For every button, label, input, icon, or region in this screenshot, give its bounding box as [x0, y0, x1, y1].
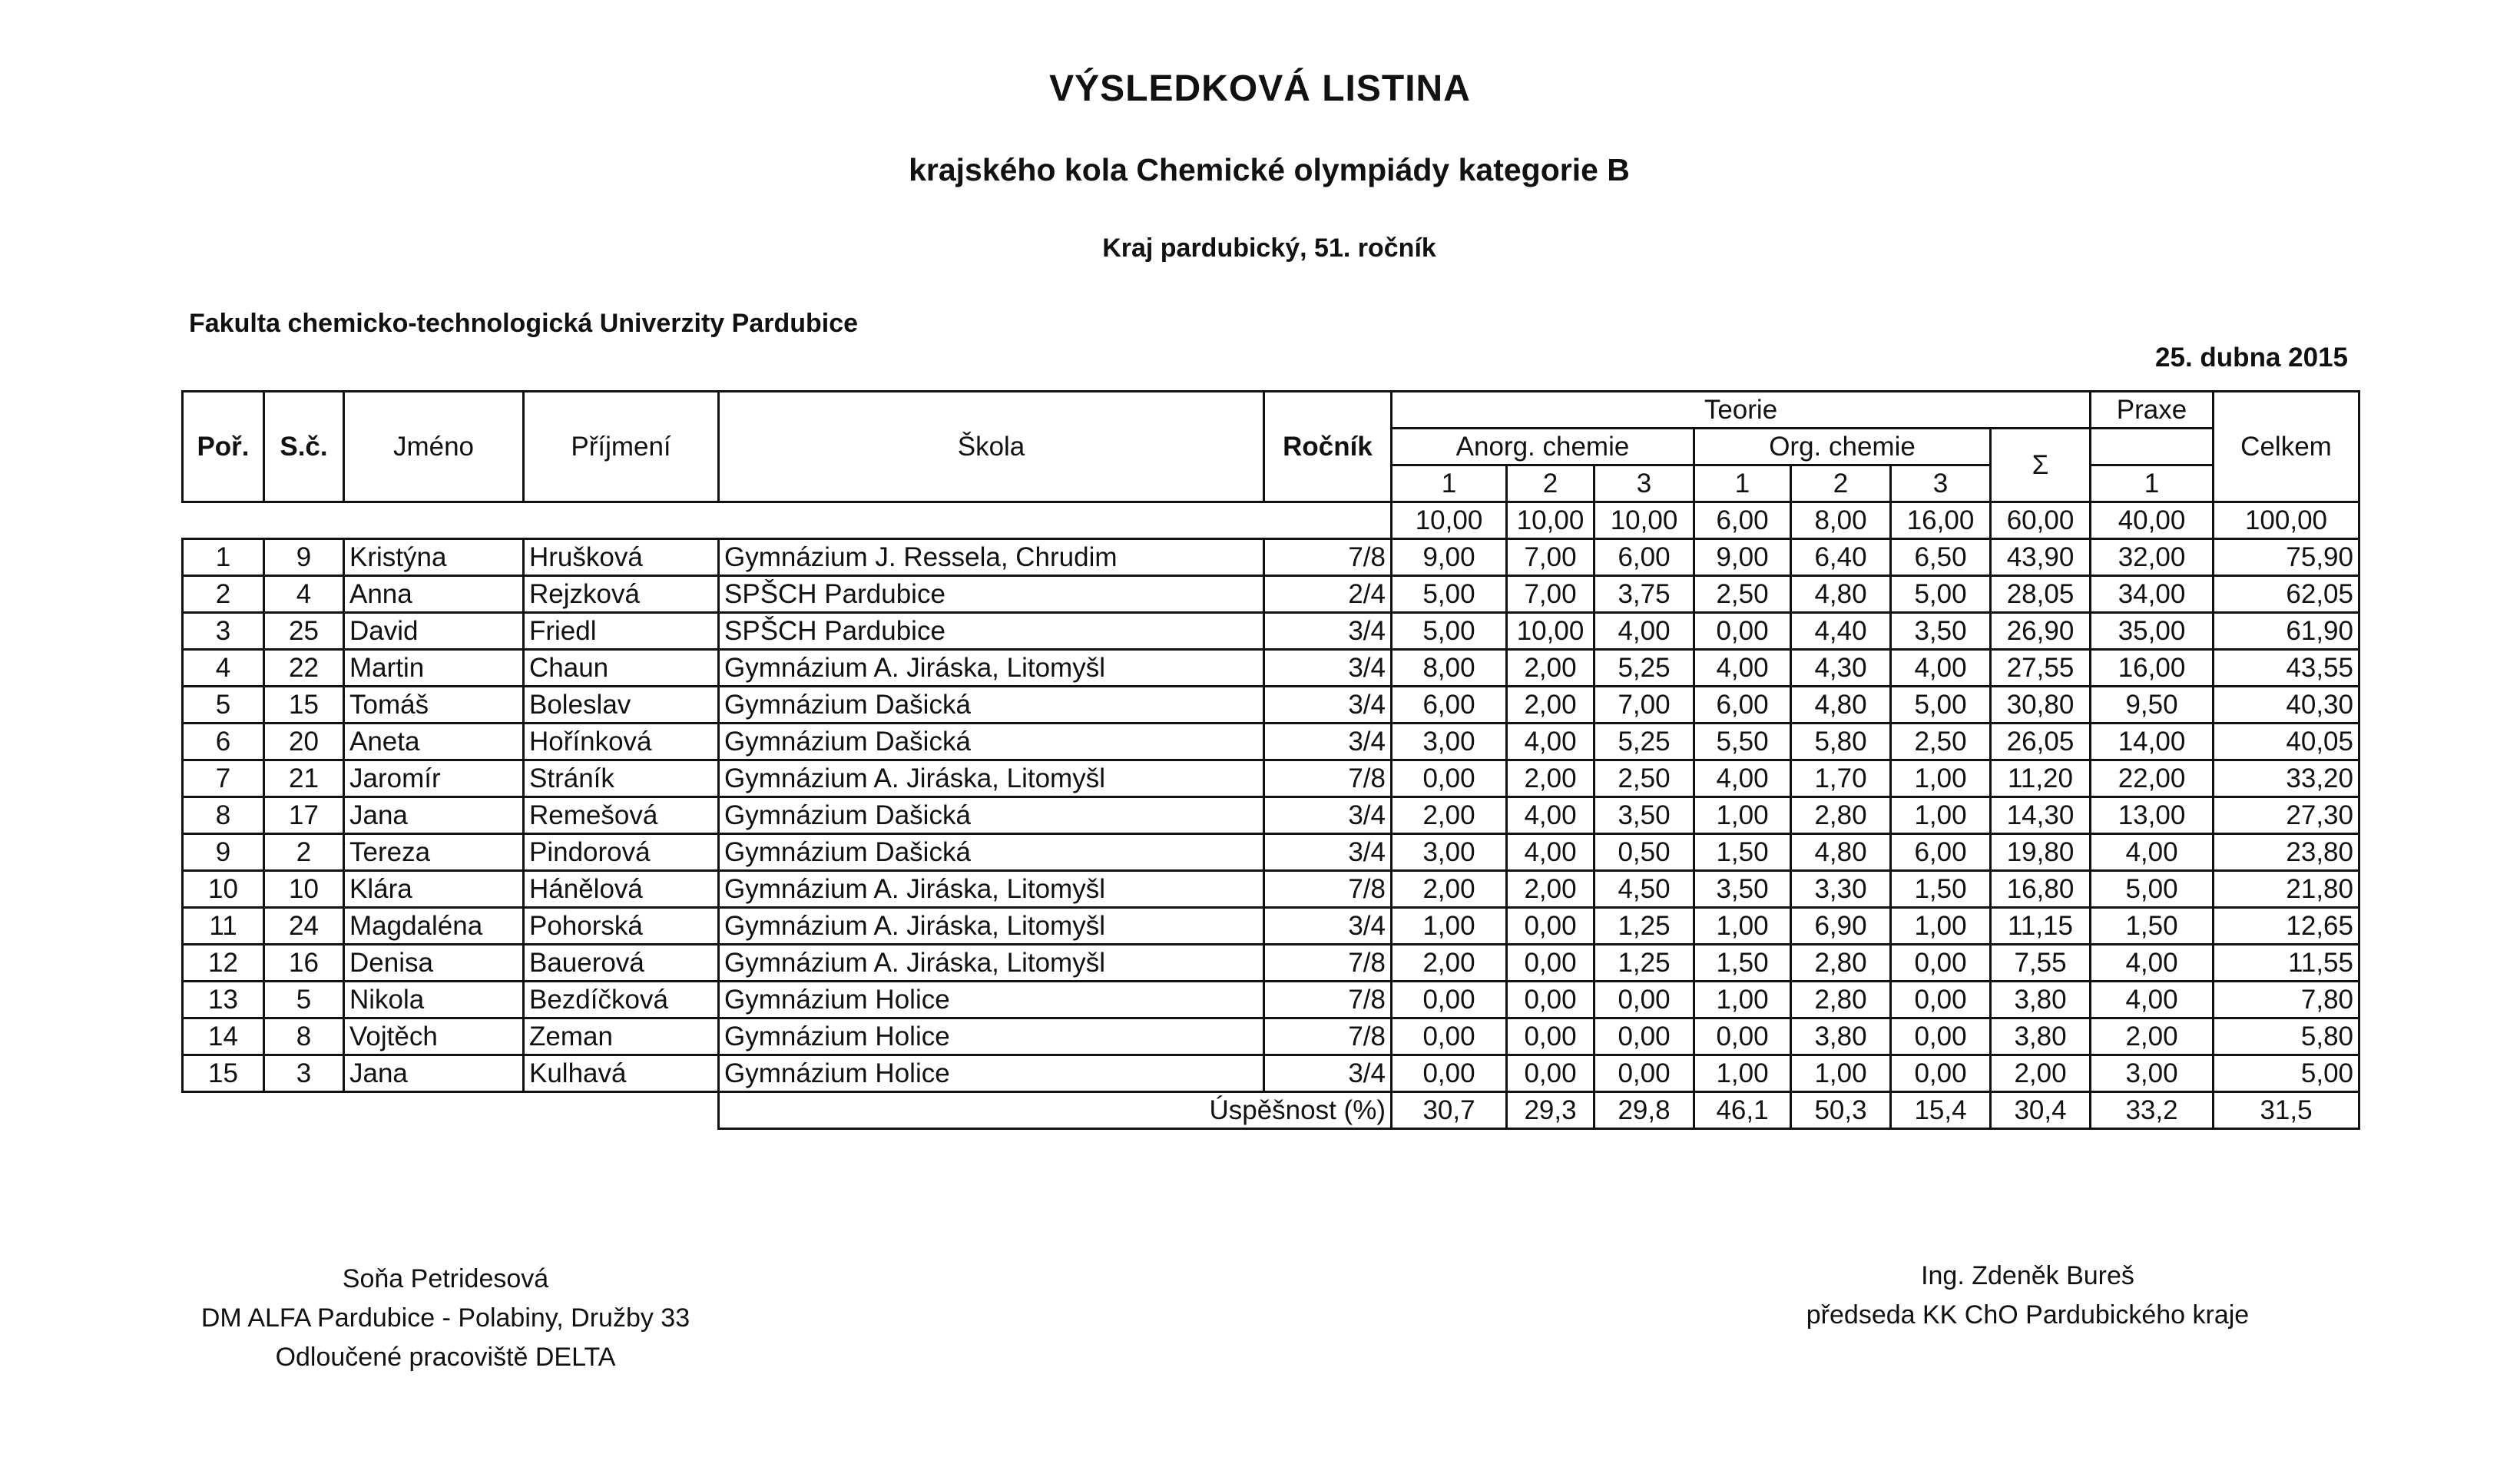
header-p1: 1	[2091, 465, 2214, 502]
table-cell: 43,55	[2214, 650, 2359, 687]
table-cell: 0,00	[1594, 1055, 1694, 1092]
table-cell: 8,00	[1392, 650, 1507, 687]
table-row	[183, 1055, 2359, 1092]
success-cell: 29,3	[1507, 1092, 1594, 1129]
table-cell: 3/4	[1264, 724, 1392, 760]
header-celkem: Celkem	[2214, 392, 2359, 502]
table-cell: 2,80	[1791, 945, 1891, 982]
table-cell: Gymnázium Holice	[719, 982, 1264, 1018]
header-sc: S.č.	[264, 392, 344, 502]
header-o1: 1	[1694, 465, 1791, 502]
table-cell: Gymnázium A. Jiráska, Litomyšl	[719, 945, 1264, 982]
max-row-spacer	[183, 502, 1392, 539]
table-cell: 5,00	[1392, 576, 1507, 613]
table-cell: 25	[264, 613, 344, 650]
table-cell: 40,05	[2214, 724, 2359, 760]
table-row	[183, 1018, 2359, 1055]
max-cell: 10,00	[1507, 502, 1594, 539]
table-cell: 7/8	[1264, 539, 1392, 576]
table-cell: 8	[183, 797, 264, 834]
table-cell: 11	[183, 908, 264, 945]
table-cell: 7,00	[1507, 539, 1594, 576]
table-cell: Gymnázium Dašická	[719, 687, 1264, 724]
signature-left-org: DM ALFA Pardubice - Polabiny, Družby 33	[200, 1303, 690, 1333]
table-cell: Gymnázium A. Jiráska, Litomyšl	[719, 650, 1264, 687]
table-cell: Denisa	[344, 945, 524, 982]
table-cell: 35,00	[2091, 613, 2214, 650]
table-cell: 2,00	[1507, 687, 1594, 724]
table-cell: 3,00	[2091, 1055, 2214, 1092]
table-cell: 14,00	[2091, 724, 2214, 760]
signature-right-name: Ing. Zdeněk Bureš	[1921, 1261, 2134, 1290]
table-cell: 3,50	[1891, 613, 1991, 650]
table-cell: Bezdíčková	[524, 982, 719, 1018]
table-cell: Vojtěch	[344, 1018, 524, 1055]
table-cell: 1,00	[1891, 760, 1991, 797]
table-cell: 2,00	[1507, 650, 1594, 687]
table-cell: Klára	[344, 871, 524, 908]
header-anorg: Anorg. chemie	[1392, 429, 1694, 465]
table-cell: 3,80	[1991, 1018, 2091, 1055]
table-cell: Gymnázium J. Ressela, Chrudim	[719, 539, 1264, 576]
table-cell: Nikola	[344, 982, 524, 1018]
table-cell: 3,00	[1392, 724, 1507, 760]
header-skola: Škola	[719, 392, 1264, 502]
table-cell: 2,00	[1392, 797, 1507, 834]
table-row	[183, 834, 2359, 871]
table-cell: 27,30	[2214, 797, 2359, 834]
table-cell: Jana	[344, 797, 524, 834]
table-cell: 5,80	[1791, 724, 1891, 760]
table-cell: 7,55	[1991, 945, 2091, 982]
table-cell: 2/4	[1264, 576, 1392, 613]
success-cell: 15,4	[1891, 1092, 1991, 1129]
table-cell: 5,00	[2091, 871, 2214, 908]
table-cell: 6,00	[1594, 539, 1694, 576]
table-cell: 0,00	[1594, 1018, 1694, 1055]
header-o3: 3	[1891, 465, 1991, 502]
faculty-line: Fakulta chemicko-technologická Univerzity Pardubice	[189, 309, 859, 338]
header-jmeno: Jméno	[344, 392, 524, 502]
table-cell: 1,00	[1791, 1055, 1891, 1092]
success-cell: 33,2	[2091, 1092, 2214, 1129]
table-cell: 0,00	[1891, 945, 1991, 982]
table-cell: 12,65	[2214, 908, 2359, 945]
table-cell: 10	[264, 871, 344, 908]
table-cell: Jana	[344, 1055, 524, 1092]
table-cell: 26,05	[1991, 724, 2091, 760]
table-row	[183, 760, 2359, 797]
table-cell: 11,55	[2214, 945, 2359, 982]
table-row	[183, 724, 2359, 760]
max-cell: 10,00	[1392, 502, 1507, 539]
table-cell: 7/8	[1264, 760, 1392, 797]
table-cell: 22,00	[2091, 760, 2214, 797]
table-cell: 4,80	[1791, 687, 1891, 724]
table-cell: Pindorová	[524, 834, 719, 871]
signature-left-dept: Odloučené pracoviště DELTA	[275, 1343, 616, 1372]
table-cell: 3,75	[1594, 576, 1694, 613]
table-cell: 3/4	[1264, 613, 1392, 650]
table-cell: 14,30	[1991, 797, 2091, 834]
header-a3: 3	[1594, 465, 1694, 502]
table-cell: 1,00	[1694, 908, 1791, 945]
success-cell: 46,1	[1694, 1092, 1791, 1129]
table-cell: 34,00	[2091, 576, 2214, 613]
table-cell: 4,80	[1791, 834, 1891, 871]
table-cell: 5,25	[1594, 724, 1694, 760]
table-cell: 1,00	[1891, 908, 1991, 945]
table-cell: 4,00	[2091, 834, 2214, 871]
table-cell: 0,00	[1507, 982, 1594, 1018]
table-cell: 2,00	[1991, 1055, 2091, 1092]
signature-left-name: Soňa Petridesová	[342, 1264, 549, 1293]
table-cell: 23,80	[2214, 834, 2359, 871]
table-cell: 1,00	[1694, 982, 1791, 1018]
table-cell: Zeman	[524, 1018, 719, 1055]
table-cell: 6,90	[1791, 908, 1891, 945]
table-cell: Gymnázium Dašická	[719, 834, 1264, 871]
results-table	[181, 390, 2360, 1130]
table-cell: 3,80	[1791, 1018, 1891, 1055]
table-cell: 6,40	[1791, 539, 1891, 576]
table-cell: 1,70	[1791, 760, 1891, 797]
table-cell: 24	[264, 908, 344, 945]
table-cell: 7/8	[1264, 982, 1392, 1018]
table-cell: 7,00	[1507, 576, 1594, 613]
table-cell: 0,00	[1507, 945, 1594, 982]
region-line: Kraj pardubický, 51. ročník	[1102, 233, 1436, 263]
table-cell: Gymnázium A. Jiráska, Litomyšl	[719, 908, 1264, 945]
table-cell: 19,80	[1991, 834, 2091, 871]
table-cell: 0,00	[1507, 1018, 1594, 1055]
table-row	[183, 687, 2359, 724]
table-cell: 11,15	[1991, 908, 2091, 945]
table-cell: Aneta	[344, 724, 524, 760]
table-cell: 10	[183, 871, 264, 908]
header-praxe: Praxe	[2091, 392, 2214, 429]
header-prijmeni: Příjmení	[524, 392, 719, 502]
table-cell: 5,00	[1891, 687, 1991, 724]
table-cell: 6	[183, 724, 264, 760]
success-cell: 30,7	[1392, 1092, 1507, 1129]
table-row	[183, 650, 2359, 687]
table-cell: 1,50	[1891, 871, 1991, 908]
table-cell: Martin	[344, 650, 524, 687]
table-cell: 8	[264, 1018, 344, 1055]
table-cell: 1,50	[1694, 834, 1791, 871]
table-cell: 6,00	[1891, 834, 1991, 871]
table-cell: Gymnázium Dašická	[719, 797, 1264, 834]
table-cell: 4,00	[1694, 760, 1791, 797]
table-cell: Stráník	[524, 760, 719, 797]
table-cell: 6,00	[1694, 687, 1791, 724]
table-cell: 3,00	[1392, 834, 1507, 871]
table-cell: 3,80	[1991, 982, 2091, 1018]
table-cell: 5	[264, 982, 344, 1018]
table-cell: 9,00	[1694, 539, 1791, 576]
table-cell: 9,50	[2091, 687, 2214, 724]
table-cell: 13	[183, 982, 264, 1018]
table-cell: 75,90	[2214, 539, 2359, 576]
table-cell: 5,25	[1594, 650, 1694, 687]
success-spacer	[183, 1092, 719, 1129]
table-cell: Magdaléna	[344, 908, 524, 945]
table-cell: Pohorská	[524, 908, 719, 945]
table-cell: 22	[264, 650, 344, 687]
table-cell: 4,00	[1507, 797, 1594, 834]
table-cell: 7/8	[1264, 871, 1392, 908]
table-row	[183, 982, 2359, 1018]
table-cell: 6,50	[1891, 539, 1991, 576]
table-cell: Kulhavá	[524, 1055, 719, 1092]
table-cell: 0,00	[1392, 1018, 1507, 1055]
table-row	[183, 871, 2359, 908]
table-cell: David	[344, 613, 524, 650]
table-cell: 0,00	[1694, 1018, 1791, 1055]
table-cell: Gymnázium Holice	[719, 1055, 1264, 1092]
success-label: Úspěšnost (%)	[719, 1092, 1392, 1129]
table-cell: Tomáš	[344, 687, 524, 724]
success-cell: 30,4	[1991, 1092, 2091, 1129]
table-cell: 15	[183, 1055, 264, 1092]
max-cell: 8,00	[1791, 502, 1891, 539]
table-cell: 1,00	[1392, 908, 1507, 945]
table-cell: 0,00	[1891, 982, 1991, 1018]
header-praxe-blank	[2091, 429, 2214, 465]
table-cell: 16,00	[2091, 650, 2214, 687]
header-teorie: Teorie	[1392, 392, 2091, 429]
table-cell: 2,00	[1507, 760, 1594, 797]
table-cell: 2	[183, 576, 264, 613]
header-a2: 2	[1507, 465, 1594, 502]
table-cell: 26,90	[1991, 613, 2091, 650]
table-cell: 7/8	[1264, 945, 1392, 982]
table-row	[183, 539, 2359, 576]
table-cell: 62,05	[2214, 576, 2359, 613]
table-cell: 3/4	[1264, 797, 1392, 834]
table-cell: 11,20	[1991, 760, 2091, 797]
table-cell: 0,00	[1694, 613, 1791, 650]
table-cell: 1,00	[1694, 797, 1791, 834]
table-cell: 1,00	[1694, 1055, 1791, 1092]
table-cell: 27,55	[1991, 650, 2091, 687]
table-cell: 4,00	[2091, 982, 2214, 1018]
table-cell: 0,00	[1891, 1055, 1991, 1092]
header-sigma: Σ	[1991, 429, 2091, 502]
table-cell: 2,80	[1791, 797, 1891, 834]
success-cell: 31,5	[2214, 1092, 2359, 1129]
max-cell: 40,00	[2091, 502, 2214, 539]
signature-right-role: předseda KK ChO Pardubického kraje	[1806, 1300, 2250, 1330]
table-cell: Remešová	[524, 797, 719, 834]
table-cell: 9	[183, 834, 264, 871]
table-cell: 2,00	[2091, 1018, 2214, 1055]
table-cell: Boleslav	[524, 687, 719, 724]
table-cell: 13,00	[2091, 797, 2214, 834]
table-cell: 2,00	[1507, 871, 1594, 908]
table-cell: 4,30	[1791, 650, 1891, 687]
table-cell: 3,50	[1694, 871, 1791, 908]
table-cell: Kristýna	[344, 539, 524, 576]
table-cell: 6,00	[1392, 687, 1507, 724]
table-cell: 0,00	[1392, 982, 1507, 1018]
table-cell: 33,20	[2214, 760, 2359, 797]
header-a1: 1	[1392, 465, 1507, 502]
table-cell: 40,30	[2214, 687, 2359, 724]
table-cell: 43,90	[1991, 539, 2091, 576]
table-cell: 3/4	[1264, 834, 1392, 871]
table-cell: 1,00	[1891, 797, 1991, 834]
table-cell: 1,25	[1594, 908, 1694, 945]
success-cell: 29,8	[1594, 1092, 1694, 1129]
header-rocnik: Ročník	[1264, 392, 1392, 502]
table-cell: Jaromír	[344, 760, 524, 797]
table-cell: 17	[264, 797, 344, 834]
max-cell: 100,00	[2214, 502, 2359, 539]
table-cell: Gymnázium A. Jiráska, Litomyšl	[719, 760, 1264, 797]
table-cell: 4,00	[2091, 945, 2214, 982]
table-cell: 21,80	[2214, 871, 2359, 908]
table-cell: Tereza	[344, 834, 524, 871]
table-row	[183, 613, 2359, 650]
table-cell: 2,00	[1392, 945, 1507, 982]
table-cell: Anna	[344, 576, 524, 613]
table-cell: 0,00	[1392, 760, 1507, 797]
document-subtitle: krajského kola Chemické olympiády kategorie B	[909, 152, 1630, 187]
table-cell: 0,50	[1594, 834, 1694, 871]
table-cell: Friedl	[524, 613, 719, 650]
table-cell: 3/4	[1264, 650, 1392, 687]
table-cell: 3/4	[1264, 687, 1392, 724]
table-cell: 4,00	[1507, 724, 1594, 760]
table-cell: 3	[183, 613, 264, 650]
table-cell: 2,00	[1392, 871, 1507, 908]
table-cell: 32,00	[2091, 539, 2214, 576]
table-cell: 5,00	[1891, 576, 1991, 613]
table-cell: 5,80	[2214, 1018, 2359, 1055]
table-cell: Rejzková	[524, 576, 719, 613]
table-cell: Gymnázium Holice	[719, 1018, 1264, 1055]
table-row	[183, 945, 2359, 982]
table-cell: Hrušková	[524, 539, 719, 576]
table-cell: 7,00	[1594, 687, 1694, 724]
table-cell: 20	[264, 724, 344, 760]
max-cell: 10,00	[1594, 502, 1694, 539]
table-cell: 7/8	[1264, 1018, 1392, 1055]
header-o2: 2	[1791, 465, 1891, 502]
header-org: Org. chemie	[1694, 429, 1991, 465]
table-cell: 28,05	[1991, 576, 2091, 613]
signature-left	[177, 1260, 714, 1377]
table-cell: 4,40	[1791, 613, 1891, 650]
table-cell: 2,50	[1594, 760, 1694, 797]
table-cell: 3,50	[1594, 797, 1694, 834]
table-cell: 5,00	[2214, 1055, 2359, 1092]
table-cell: 3/4	[1264, 908, 1392, 945]
table-cell: 3,30	[1791, 871, 1891, 908]
table-cell: 0,00	[1594, 982, 1694, 1018]
table-cell: 1,25	[1594, 945, 1694, 982]
table-cell: 1,50	[1694, 945, 1791, 982]
max-points-row	[183, 502, 2359, 539]
table-cell: 2,50	[1694, 576, 1791, 613]
signature-right	[1759, 1257, 2296, 1335]
table-cell: Gymnázium A. Jiráska, Litomyšl	[719, 871, 1264, 908]
max-cell: 16,00	[1891, 502, 1991, 539]
document-title: VÝSLEDKOVÁ LISTINA	[1049, 68, 1471, 109]
table-cell: 4,00	[1891, 650, 1991, 687]
table-cell: 0,00	[1507, 908, 1594, 945]
table-cell: 7,80	[2214, 982, 2359, 1018]
table-cell: 4,00	[1507, 834, 1594, 871]
table-cell: 16	[264, 945, 344, 982]
table-cell: Hořínková	[524, 724, 719, 760]
table-cell: 4,00	[1694, 650, 1791, 687]
table-cell: Hánělová	[524, 871, 719, 908]
table-cell: 2,50	[1891, 724, 1991, 760]
table-cell: Bauerová	[524, 945, 719, 982]
table-cell: 5,50	[1694, 724, 1791, 760]
table-cell: 0,00	[1507, 1055, 1594, 1092]
table-cell: 30,80	[1991, 687, 2091, 724]
table-cell: 9,00	[1392, 539, 1507, 576]
max-cell: 6,00	[1694, 502, 1791, 539]
max-cell: 60,00	[1991, 502, 2091, 539]
table-row	[183, 576, 2359, 613]
table-cell: 0,00	[1891, 1018, 1991, 1055]
table-cell: 7	[183, 760, 264, 797]
table-cell: 0,00	[1392, 1055, 1507, 1092]
table-cell: 21	[264, 760, 344, 797]
table-cell: 2	[264, 834, 344, 871]
table-cell: 14	[183, 1018, 264, 1055]
table-cell: 2,80	[1791, 982, 1891, 1018]
table-cell: Chaun	[524, 650, 719, 687]
table-cell: 10,00	[1507, 613, 1594, 650]
table-cell: SPŠCH Pardubice	[719, 576, 1264, 613]
table-row	[183, 797, 2359, 834]
table-cell: 61,90	[2214, 613, 2359, 650]
table-cell: 15	[264, 687, 344, 724]
table-cell: 9	[264, 539, 344, 576]
table-cell: 4,50	[1594, 871, 1694, 908]
table-cell: 4,00	[1594, 613, 1694, 650]
table-cell: 3/4	[1264, 1055, 1392, 1092]
table-cell: 12	[183, 945, 264, 982]
document-date: 25. dubna 2015	[2155, 343, 2348, 373]
table-cell: 3	[264, 1055, 344, 1092]
table-cell: 4	[183, 650, 264, 687]
table-cell: SPŠCH Pardubice	[719, 613, 1264, 650]
success-row	[183, 1092, 2359, 1129]
table-cell: Gymnázium Dašická	[719, 724, 1264, 760]
header-por: Poř.	[183, 392, 264, 502]
table-cell: 1	[183, 539, 264, 576]
success-cell: 50,3	[1791, 1092, 1891, 1129]
table-row	[183, 908, 2359, 945]
table-cell: 5,00	[1392, 613, 1507, 650]
table-cell: 4,80	[1791, 576, 1891, 613]
table-cell: 4	[264, 576, 344, 613]
table-cell: 16,80	[1991, 871, 2091, 908]
table-cell: 1,50	[2091, 908, 2214, 945]
table-cell: 5	[183, 687, 264, 724]
